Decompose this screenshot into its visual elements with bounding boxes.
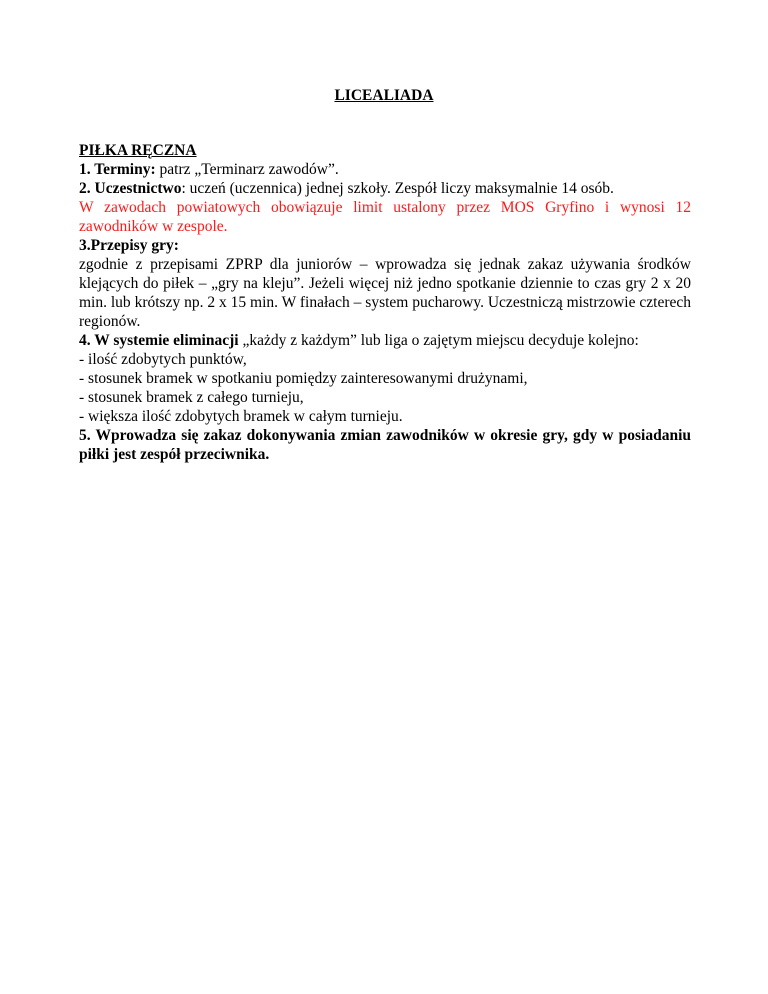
item-uczestnictwo-label: 2. Uczestnictwo	[79, 180, 182, 197]
limit-notice: W zawodach powiatowych obowiązuje limit ustalony przez MOS Gryfino i wynosi 12 zawodników w zespole.	[79, 199, 691, 235]
item-uczestnictwo	[79, 179, 691, 198]
item-przepisy-label: 3.Przepisy gry:	[79, 237, 179, 254]
item-uczestnictwo-text: : uczeń (uczennica) jednej szkoły. Zespół liczy maksymalnie 14 osób.	[181, 180, 614, 197]
item-zakaz-zmian-text: 5. Wprowadza się zakaz dokonywania zmian zawodników w okresie gry, gdy w posiadaniu piłki jest zespół przeciwnika.	[79, 427, 691, 463]
item-zakaz-zmian	[79, 426, 691, 464]
item-terminy-text: patrz „Terminarz zawodów”.	[155, 161, 339, 178]
document-content	[79, 141, 691, 464]
item-terminy	[79, 160, 691, 179]
criterion-item: - stosunek bramek w spotkaniu pomiędzy zainteresowanymi drużynami,	[79, 370, 528, 387]
criterion-item: - większa ilość zdobytych bramek w całym turnieju.	[79, 408, 403, 425]
criterion-item: - ilość zdobytych punktów,	[79, 351, 247, 368]
criterion-item: - stosunek bramek z całego turnieju,	[79, 389, 304, 406]
item-eliminacje	[79, 331, 691, 350]
item-eliminacje-text: „każdy z każdym” lub liga o zajętym miejscu decyduje kolejno:	[238, 332, 639, 349]
item-przepisy-text: zgodnie z przepisami ZPRP dla juniorów – wprowadza się jednak zakaz używania środków klejących do piłek – „gry na kleju”. Jeżeli więcej niż jedno spotkanie dziennie to czas gry 2 x 20 min. lub krótszy np. 2 x 15 min. W finałach – system pucharowy. Uczestniczą mistrzowie czterech regionów.	[79, 256, 691, 330]
section-title: PIŁKA RĘCZNA	[79, 142, 197, 159]
item-przepisy-label-line	[79, 236, 691, 255]
item-eliminacje-label: 4. W systemie eliminacji	[79, 332, 239, 349]
document-title: LICEALIADA	[334, 87, 434, 104]
item-terminy-label: 1. Terminy:	[79, 161, 156, 178]
